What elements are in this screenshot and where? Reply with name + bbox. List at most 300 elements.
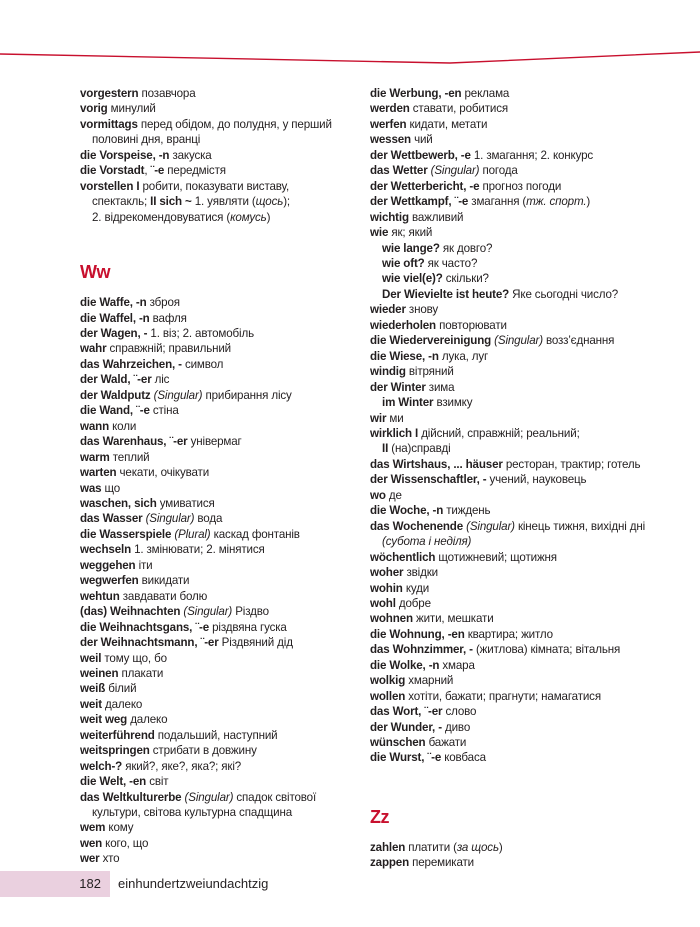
headword: weit weg [80,713,128,727]
translation: слово [442,705,477,719]
dictionary-entry [80,194,360,209]
translation: кидати, метати [406,117,488,131]
plural-form: ¨-e [150,164,165,178]
dictionary-entry [80,836,360,851]
dictionary-entry [80,86,360,101]
headword: (das) Weihnachten [80,605,181,619]
right-column [370,86,670,871]
translation: дійсний, справжній; реальний; [418,426,580,440]
headword: Der Wievielte ist heute? [382,287,510,301]
headword: wo [370,488,386,502]
headword: weinen [80,666,119,680]
translation: хмара [439,658,475,672]
translation: возз’єднання [542,334,615,348]
translation: завдавати болю [119,589,208,603]
dictionary-entry [80,372,360,387]
translation: квартира; житло [464,627,553,641]
headword: die Woche, -n [370,504,444,518]
dictionary-entry [370,333,670,348]
grammar-note: (Singular) [427,164,480,178]
headword: weggehen [80,558,136,572]
dictionary-entry [80,651,360,666]
dictionary-entry [370,101,670,116]
translation: ресторан, трактир; готель [502,457,641,471]
headword: im Winter [382,396,434,410]
dictionary-entry [80,604,360,619]
headword: die Wolke, -n [370,658,440,672]
translation: коли [109,419,137,433]
headword: der Weihnachtsmann, ¨-er [80,636,219,650]
dictionary-entry [80,388,360,403]
translation: 1. змінювати; 2. мінятися [131,543,265,557]
dictionary-entry [370,472,670,487]
page-number: 182 [79,876,101,891]
headword: wollen [370,689,406,703]
headword: wohin [370,581,403,595]
translation: як часто? [424,256,478,270]
translation: справжній; правильний [106,342,232,356]
headword: der Wagen, - [80,326,148,340]
translation: плакати [118,666,164,680]
dictionary-entry [80,774,360,789]
translation: різдвяна гуска [209,620,287,634]
headword: der Wunder, - [370,720,442,734]
translation: ); [283,195,290,209]
headword: die Wurst, ¨-e [370,751,442,765]
translation: білий [105,682,137,696]
headword: die Wiedervereinigung [370,334,492,348]
translation: вітряний [405,365,454,379]
translation: прогноз погоди [479,179,562,193]
translation: вафля [149,311,187,325]
headword: das Wochenende [370,519,464,533]
translation: ) [498,840,503,854]
translation: передмістя [164,164,226,178]
headword: was [80,481,102,495]
headword: warm [80,450,110,464]
dictionary-entry [370,163,670,178]
dictionary-entry [80,450,360,465]
translation: скільки? [442,272,489,286]
headword: die Wiese, -n [370,349,439,363]
headword: woher [370,566,404,580]
headword: windig [370,365,406,379]
translation: далеко [101,697,143,711]
dictionary-entry [80,357,360,372]
translation: (житлова) кімната; вітальня [472,643,621,657]
translation: спадок світової [233,790,317,804]
translation: кінець тижня, вихідні дні [514,519,645,533]
spacer [80,283,360,295]
dictionary-entry [370,426,670,441]
dictionary-entry [370,380,670,395]
usage-note: щось [255,195,284,209]
header-red-line [0,40,700,70]
dictionary-entry [370,210,670,225]
dictionary-entry [80,805,360,820]
translation: повторювати [436,318,507,332]
dictionary-entry [80,573,360,588]
headword: der Waldputz [80,388,151,402]
headword: das Wirtshaus, ... häuser [370,457,503,471]
grammar-note: (Singular) [181,790,234,804]
headword: der Wetterbericht, -e [370,179,480,193]
usage-note: за щось [456,840,499,854]
translation: іти [135,558,153,572]
dictionary-entry [80,179,360,194]
translation: що [101,481,121,495]
dictionary-entry [80,589,360,604]
spacer [80,225,360,261]
headword: wem [80,821,106,835]
headword: das Wort, ¨-er [370,705,443,719]
headword: das Weltkulturerbe [80,790,182,804]
section-letter-w: Ww [80,262,110,283]
translation: хто [99,852,120,866]
spacer [370,828,670,840]
translation: ліс [151,373,170,387]
translation: половині дня, вранці [92,133,201,147]
translation: прибирання лісу [202,388,292,402]
headword: die Weihnachtsgans, ¨-e [80,620,210,634]
translation: тиждень [443,504,491,518]
headword: wie lange? [382,241,440,255]
headword: welch-? [80,759,123,773]
dictionary-entry [80,434,360,449]
translation: хмарний [405,674,454,688]
dictionary-entry [370,86,670,101]
page-number-word: einhundertzweiundachtzig [118,876,269,891]
translation: тому що, бо [101,651,167,665]
dictionary-entry [370,534,670,549]
headword: weitspringen [80,744,150,758]
headword: die Werbung, -en [370,87,462,100]
dictionary-entry [370,550,670,565]
dictionary-entry [80,743,360,758]
translation: позавчора [138,87,196,100]
dictionary-entry [80,820,360,835]
headword: wehtun [80,589,120,603]
translation: змагання ( [468,195,527,209]
translation: диво [441,720,471,734]
translation: ставати, робитися [409,102,508,116]
headword: wen [80,836,103,850]
dictionary-entry [370,689,670,704]
headword: wann [80,419,110,433]
dictionary-entry [80,101,360,116]
dictionary-entry [80,311,360,326]
dictionary-entry [80,635,360,650]
headword: waschen, sich [80,496,157,510]
headword: das Wohnzimmer, - [370,643,473,657]
dictionary-entry [80,341,360,356]
dictionary-entry [80,148,360,163]
dictionary-entry [80,851,360,866]
dictionary-entry [80,666,360,681]
usage-note: (субота і неділя) [382,535,472,549]
dictionary-entry [80,465,360,480]
dictionary-entry [370,179,670,194]
translation: добре [395,596,431,610]
headword: weiterführend [80,728,155,742]
translation: платити ( [405,840,457,854]
headword: vormittags [80,117,138,131]
dictionary-entry [370,519,670,534]
translation: важливий [408,210,464,224]
translation: Яке сьогодні число? [509,287,619,301]
headword: wie [370,226,389,240]
headword: das Wasser [80,512,143,526]
dictionary-entry [80,511,360,526]
headword: vorgestern [80,87,139,100]
headword: weit [80,697,102,711]
punctuation: , [144,164,151,178]
translation: жити, мешкати [412,612,494,626]
dictionary-entry [370,611,670,626]
headword: der Wettkampf, ¨-e [370,195,469,209]
translation: який?, яке?, яка?; які? [122,759,242,773]
dictionary-entry [80,326,360,341]
headword: vorstellen I [80,179,140,193]
translation: світ [146,775,169,789]
dictionary-entry [80,558,360,573]
translation: кому [105,821,134,835]
headword: wöchentlich [370,550,436,564]
dictionary-entry [370,565,670,580]
translation: як довго? [439,241,493,255]
dictionary-entry [370,596,670,611]
dictionary-entry [370,225,670,240]
translation: спектакль; [92,195,151,209]
translation: викидати [138,574,190,588]
translation: 1. змагання; 2. конкурс [470,148,594,162]
headword: wohl [370,596,396,610]
dictionary-entry [80,728,360,743]
translation: ковбаса [441,751,486,765]
dictionary-entry [80,210,360,225]
translation: універмаг [187,435,242,449]
translation: чекати, очікувати [116,466,210,480]
translation: вода [194,512,223,526]
translation: ) [586,195,591,209]
translation: куди [402,581,430,595]
grammar-note: (Singular) [142,512,195,526]
translation: чий [411,133,433,147]
dictionary-entry [370,256,670,271]
headword: zahlen [370,840,406,854]
headword: wolkig [370,674,406,688]
translation: як; який [388,226,433,240]
dictionary-entry [80,117,360,132]
dictionary-entry [370,735,670,750]
headword: wünschen [370,736,426,750]
translation: бажати [425,736,467,750]
dictionary-entry [370,411,670,426]
translation: культури, світова культурна спадщина [92,806,292,820]
dictionary-entry [370,750,670,765]
headword: das Warenhaus, ¨-er [80,435,188,449]
dictionary-entry [80,697,360,712]
dictionary-entry [80,759,360,774]
headword: die Wand, ¨-e [80,404,150,418]
dictionary-entry [370,720,670,735]
dictionary-entry [370,117,670,132]
dictionary-entry [370,302,670,317]
dictionary-entry [370,132,670,147]
headword: die Wohnung, -en [370,627,465,641]
headword: wir [370,411,387,425]
dictionary-entry [80,527,360,542]
headword: vorig [80,102,108,116]
headword: die Waffe, -n [80,296,147,310]
headword: wiederholen [370,318,436,332]
dictionary-entry [370,318,670,333]
headword: wie oft? [382,256,425,270]
translation: Різдво [232,605,269,619]
translation: подальший, наступний [154,728,278,742]
dictionary-entry [80,620,360,635]
headword: wechseln [80,543,131,557]
dictionary-entry [370,364,670,379]
grammar-note: (Singular) [491,334,543,348]
dictionary-entry [80,132,360,147]
section-letter-z: Zz [370,806,389,827]
headword: die Waffel, -n [80,311,150,325]
dictionary-entry [370,271,670,286]
headword: warten [80,466,117,480]
dictionary-entry [370,395,670,410]
translation: стіна [149,404,179,418]
translation: ) [266,210,271,224]
translation: теплий [109,450,150,464]
translation: стрибати в довжину [149,744,257,758]
dictionary-entry [370,441,670,456]
dictionary-entry [370,627,670,642]
headword: das Wetter [370,164,428,178]
translation: зброя [146,296,180,310]
dictionary-entry [370,488,670,503]
translation: учений, науковець [486,473,587,487]
dictionary-entry [80,481,360,496]
translation: 2. відрекомендовуватися ( [92,210,231,224]
headword: weiß [80,682,106,696]
translation: (на)справді [388,442,451,456]
translation: щотижневий; щотижня [435,550,557,564]
headword: wegwerfen [80,574,139,588]
spacer [370,766,670,806]
headword: II sich ~ [150,195,192,209]
dictionary-entry [370,241,670,256]
translation: реклама [461,87,510,100]
dictionary-entry [370,194,670,209]
headword: II [382,442,389,456]
headword: werden [370,102,410,116]
dictionary-entry [370,704,670,719]
translation: 1. уявляти ( [191,195,256,209]
dictionary-entry [370,642,670,657]
translation: перед обідом, до полудня, у перший [137,117,332,131]
translation: робити, показувати виставу, [139,179,290,193]
headword: wahr [80,342,107,356]
translation: каскад фонтанів [210,527,300,541]
headword: der Wald, ¨-er [80,373,152,387]
dictionary-entry [80,295,360,310]
headword: wichtig [370,210,409,224]
translation: знову [405,303,439,317]
dictionary-entry [370,855,670,870]
headword: wer [80,852,100,866]
headword: die Wasserspiele [80,527,172,541]
translation: закуска [169,148,212,162]
dictionary-entry [80,419,360,434]
dictionary-entry [80,712,360,727]
translation: взимку [433,396,473,410]
headword: wohnen [370,612,413,626]
headword: der Wissenschaftler, - [370,473,487,487]
dictionary-entry [370,349,670,364]
translation: перемикати [409,856,474,870]
dictionary-entry [370,457,670,472]
left-column [80,86,360,867]
headword: wirklich I [370,426,419,440]
headword: die Vorstadt [80,164,145,178]
dictionary-entry [370,503,670,518]
translation: минулий [107,102,156,116]
translation: символ [181,357,224,371]
headword: das Wahrzeichen, - [80,357,182,371]
dictionary-entry [80,681,360,696]
headword: wie viel(e)? [382,272,443,286]
dictionary-entry [370,148,670,163]
translation: звідки [403,566,438,580]
headword: zappen [370,856,410,870]
dictionary-entry [370,673,670,688]
dictionary-entry [370,658,670,673]
grammar-note: (Singular) [150,388,203,402]
grammar-note: (Plural) [171,527,211,541]
translation: 1. віз; 2. автомобіль [147,326,254,340]
translation: далеко [127,713,168,727]
translation: хотіти, бажати; прагнути; намагатися [405,689,601,703]
translation: де [385,488,402,502]
dictionary-entry [80,496,360,511]
headword: die Welt, -en [80,775,147,789]
translation: Різдвяний дід [218,636,293,650]
headword: werfen [370,117,407,131]
usage-note: тж. спорт. [526,195,587,209]
dictionary-entry [80,790,360,805]
translation: зима [425,380,455,394]
headword: wessen [370,133,411,147]
dictionary-entry [80,403,360,418]
headword: der Winter [370,380,426,394]
headword: weil [80,651,102,665]
translation: лука, луг [438,349,489,363]
dictionary-entry [80,542,360,557]
dictionary-entry [370,581,670,596]
dictionary-entry [370,287,670,302]
headword: wieder [370,303,406,317]
dictionary-entry [370,840,670,855]
translation: кого, що [102,836,149,850]
headword: der Wettbewerb, -e [370,148,471,162]
headword: die Vorspeise, -n [80,148,170,162]
grammar-note: (Singular) [180,605,233,619]
translation: ми [386,411,404,425]
translation: погода [479,164,518,178]
grammar-note: (Singular) [463,519,515,533]
usage-note: комусь [230,210,267,224]
